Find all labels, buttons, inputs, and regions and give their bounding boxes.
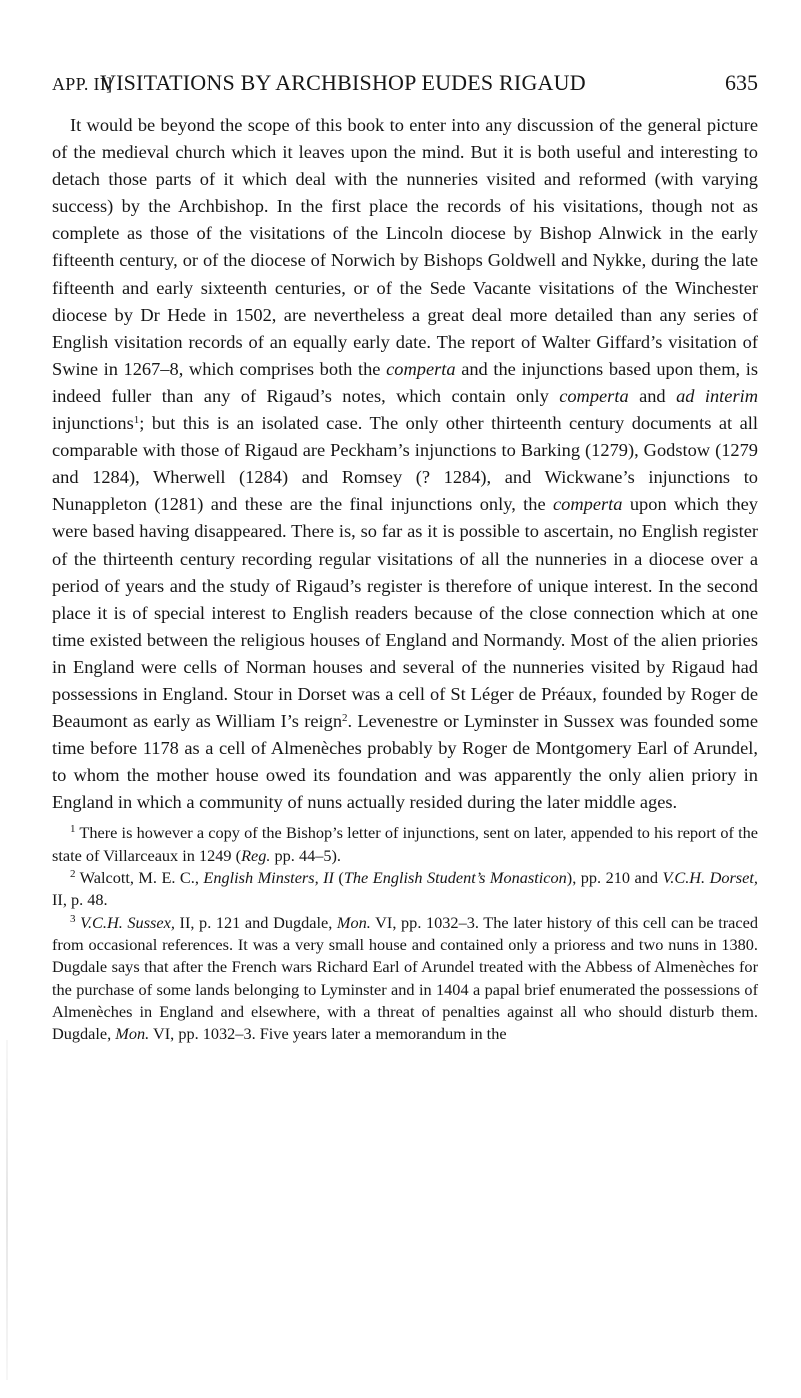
italic-term: ad interim xyxy=(676,385,758,406)
running-title: VISITATIONS BY ARCHBISHOP EUDES RIGAUD xyxy=(100,70,586,95)
footnote-mark: 1 xyxy=(70,823,76,836)
footnote-ref-2[interactable]: 2 xyxy=(342,712,348,725)
italic-term: comperta xyxy=(559,385,629,406)
footnote-2: $^2$ Walcott, M. E. C., English Minsters, II (The English Student’s Monasticon), pp. 210 and V.C.H. Dorset, II, p. 48. xyxy=(52,868,758,910)
footnote-mark: 2 xyxy=(70,868,76,881)
footnotes xyxy=(52,822,758,1045)
main-text xyxy=(52,112,758,816)
footnote-mark: 3 xyxy=(70,912,76,925)
footnote-3: $^3$ V.C.H. Sussex, II, p. 121 and Dugdale, Mon. VI, pp. 1032–3. The later history of this cell can be traced from occasional references. It was a very small house and contained only a prioress and two nuns in 1380. Dugdale says that after the French wars Richard Earl of Arundel treated with the Abbess of Almenèches for the purchase of some lands belonging to Lyminster and in 1404 a papal brief enumerated the possessions of Almenèches in England and elsewhere, with a threat of penalties against all who should disturb them. Dugdale, Mon. VI, pp. 1032–3. Five years later a memorandum in the xyxy=(52,912,758,1044)
italic-term: comperta xyxy=(553,494,623,515)
book-page xyxy=(52,70,758,1045)
scan-edge-shadow xyxy=(6,1040,8,1380)
section-label: APP. II] xyxy=(52,74,113,94)
body-paragraph: It would be beyond the scope of this book to enter into any discussion of the general picture of the medieval church which it leaves upon the mind. But it is both useful and interesting to detach those parts of it which deal with the nunneries visited and reformed (with varying success) by the Archbishop. In the first place the records of his visitations, though not as complete as those of the visitations of the Lincoln diocese by Bishop Alnwick in the early fifteenth century, or of the diocese of Norwich by Bishops Goldwell and Nykke, during the late fifteenth and early sixteenth centuries, or of the Sede Vacante visitations of the Winchester diocese by Dr Hede in 1502, are nevertheless a great deal more detailed than any series of English visitation records of an equally early date. The report of Walter Giffard’s visitation of Swine in 1267–8, which comprises both the comperta and the injunctions based upon them, is indeed fuller than any of Rigaud’s notes, which contain only comperta and ad interim injunctions$^1$; but this is an isolated case. The only other thirteenth century documents at all comparable with those of Rigaud are Peckham’s injunctions to Barking (1279), Godstow (1279 and 1284), Wherwell (1284) and Romsey (? 1284), and Wickwane’s injunctions to Nunappleton (1281) and these are the final injunctions only, the comperta upon which they were based having disappeared. There is, so far as it is possible to ascertain, no English register of the thirteenth century recording regular visitations of all the nunneries in a diocese over a period of years and the study of Rigaud’s register is therefore of unique interest. In the second place it is of special interest to English readers because of the close connection which at one time existed between the religious houses of England and Normandy. Most of the alien priories in England were cells of Norman houses and several of the nunneries visited by Rigaud had possessions in England. Stour in Dorset was a cell of St Léger de Préaux, founded by Roger de Beaumont as early as William I’s reign$^2$. Levenestre or Lyminster in Sussex was founded some time before 1178 as a cell of Almenèches probably by Roger de Montgomery Earl of Arundel, to whom the mother house owed its foundation and was apparently the only alien priory in England in which a community of nuns actually resided during the later middle ages. xyxy=(52,115,758,813)
footnote-1: $^1$ There is however a copy of the Bishop’s letter of injunctions, sent on later, appended to his report of the state of Villarceaux in 1249 (Reg. pp. 44–5). xyxy=(52,823,758,865)
italic-term: comperta xyxy=(386,358,456,379)
running-header xyxy=(52,70,758,110)
page-number: 635 xyxy=(725,70,758,95)
footnote-ref-1[interactable]: 1 xyxy=(133,414,140,427)
